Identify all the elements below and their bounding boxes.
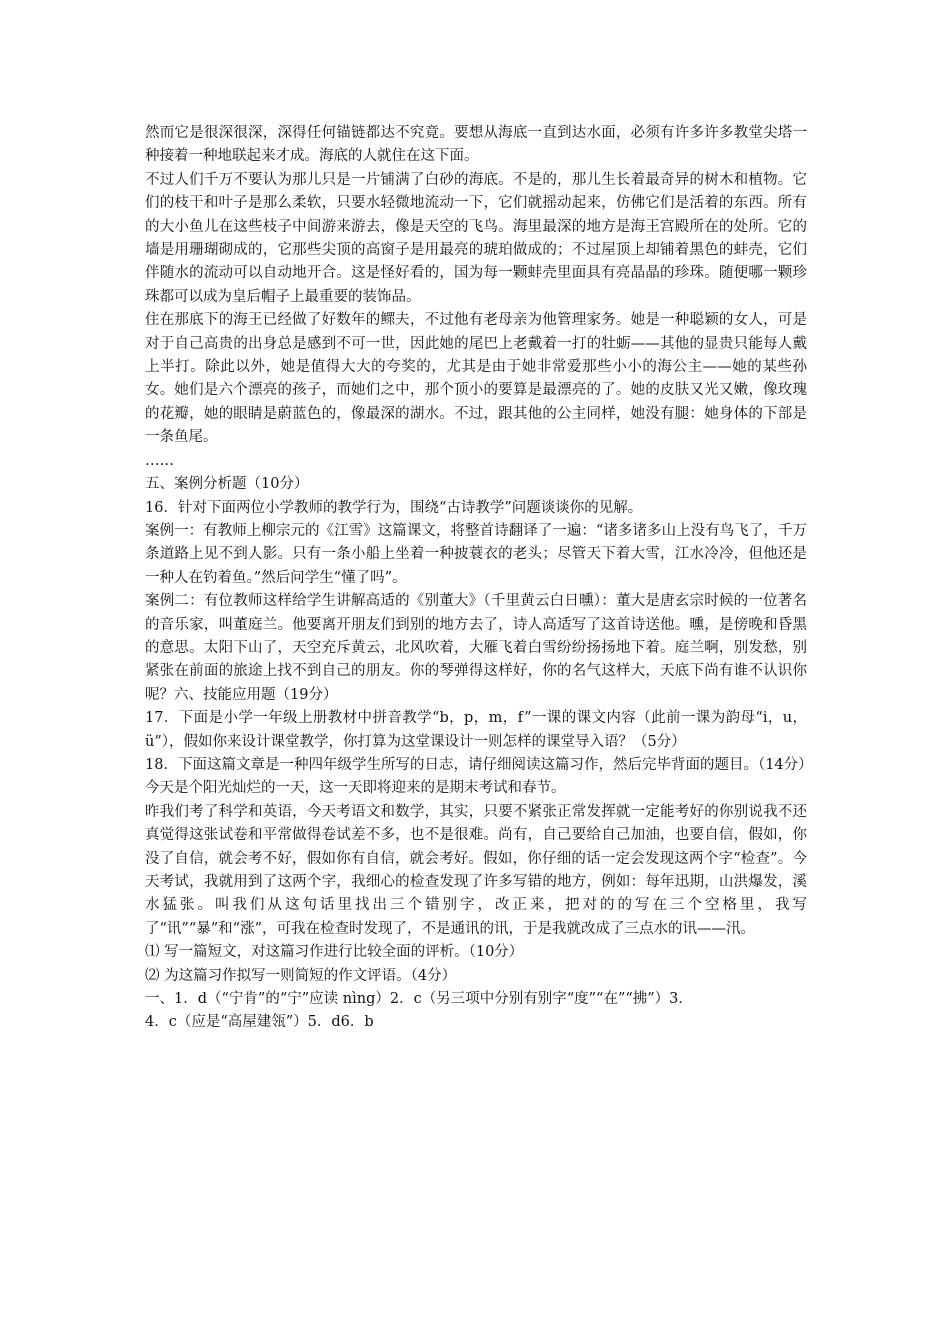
case-two: 案例二：有位教师这样给学生讲解高适的《别董大》（千里黄云白日曛）：董大是唐玄宗时候的一位著名的音乐家，叫董庭兰。他要离开朋友们到别的地方去了，诗人高适写了这首诗送他。曛，是傍晚和昏黑的意思。太阳下山了，天空充斥黄云，北风吹着，大雁飞着白雪纷纷扬扬地下着。庭兰啊，别发愁，别紧张在前面的旅途上找不到自己的朋友。你的琴弹得这样好，你的名气这样大，天底下尚有谁不认识你呢？六、技能应用题（19分） bbox=[145, 593, 807, 703]
task-one: ⑴ 写一篇短文，对这篇习作进行比较全面的评析。（10分） bbox=[145, 944, 524, 961]
paragraph-ellipsis: …… bbox=[145, 452, 174, 469]
paragraph-sea-king: 住在那底下的海王已经做了好数年的鳏夫，不过他有老母亲为他管理家务。她是一种聪颖的女人，可是对于自己高贵的出身总是感到不可一世，因此她的尾巴上老戴着一打的牡蛎——其他的显贵只能每人戴上半打。除此以外，她是值得大大的夸奖的，尤其是由于她非常爱那些小小的海公主——她的某些孙女。她们是六个漂亮的孩子，而她们之中，那个顶小的要算是最漂亮的了。她的皮肤又光又嫩，像玫瑰的花瓣，她的眼睛是蔚蓝色的，像最深的湖水。不过，跟其他的公主同样，她没有腿：她身体的下部是一条鱼尾。 bbox=[145, 312, 807, 446]
question-18: 18．下面这篇文章是一种四年级学生所写的日志，请仔细阅读这篇习作，然后完毕背面的题目。（14分） bbox=[145, 756, 813, 773]
question-17: 17．下面是小学一年级上册教材中拼音教学“b，p，m，f”一课的课文内容（此前一课为韵母“i，u，ü”），假如你来设计课堂教学，你打算为这堂课设计一则怎样的课堂导入语？（5分） bbox=[145, 710, 807, 750]
section-heading-case-analysis: 五、案例分析题（10分） bbox=[145, 476, 309, 493]
case-one: 案例一：有教师上柳宗元的《江雪》这篇课文，将整首诗翻译了一遍：“诸多诸多山上没有鸟飞了，千万条道路上见不到人影。只有一条小船上坐着一种披蓑衣的老头；尽管天下着大雪，江水冷冷，但他还是一种人在钓着鱼。”然后问学生“懂了吗”。 bbox=[145, 522, 807, 586]
answer-line-2: 4．c（应是“高屋建瓴”）5．d6．b bbox=[145, 1014, 374, 1031]
paragraph-sea-depth: 然而它是很深很深，深得任何锚链都达不究竟。要想从海底一直到达水面，必须有许多许多教堂尖塔一种接着一种地联起来才成。海底的人就住在这下面。 bbox=[145, 125, 807, 165]
diary-opening: 今天是个阳光灿烂的一天，这一天即将迎来的是期末考试和春节。 bbox=[145, 780, 566, 797]
paragraph-sea-floor: 不过人们千万不要认为那儿只是一片铺满了白砂的海底。不是的，那儿生长着最奇异的树木和植物。它们的枝干和叶子是那么柔软，只要水轻微地流动一下，它们就摇动起来，仿佛它们是活着的东西。所有的大小鱼儿在这些枝子中间游来游去，像是天空的飞鸟。海里最深的地方是海王宫殿所在的处所。它的墙是用珊瑚砌成的，它那些尖顶的高窗子是用最亮的琥珀做成的；不过屋顶上却铺着黑色的蚌壳，它们伴随水的流动可以自动地开合。这是怪好看的，国为每一颗蚌壳里面具有亮晶晶的珍珠。随便哪一颗珍珠都可以成为皇后帽子上最重要的装饰品。 bbox=[145, 171, 807, 305]
diary-body: 昨我们考了科学和英语，今天考语文和数学，其实，只要不紧张正常发挥就一定能考好的你别说我不还真觉得这张试卷和平常做得卷试差不多，也不是很难。尚有，自己要给自己加油，也要自信，假如，你没了自信，就会考不好，假如你有自信，就会考好。假如，你仔细的话一定会发现这两个字“检查”。今天考试，我就用到了这两个字，我细心的检查发现了许多写错的地方，例如：每年迅期，山洪爆发，溪水猛张。叫我们从这句话里找出三个错别字，改正来，把对的的写在三个空格里，我写了“讯”“暴”和“涨”，可我在检查时发现了，不是通讯的讯，于是我就改成了三点水的讯——汛。 bbox=[145, 803, 807, 937]
document-page bbox=[145, 122, 813, 1035]
task-two: ⑵ 为这篇习作拟写一则简短的作文评语。（4分） bbox=[145, 967, 457, 984]
answer-line-1: 一、1．d（“宁肯”的“宁”应读 nìng）2．c（另三项中分别有别字“度”“在”“拂”）3． bbox=[145, 991, 693, 1008]
question-16: 16．针对下面两位小学教师的教学行为，围绕“古诗教学”问题谈谈你的见解。 bbox=[145, 499, 643, 516]
